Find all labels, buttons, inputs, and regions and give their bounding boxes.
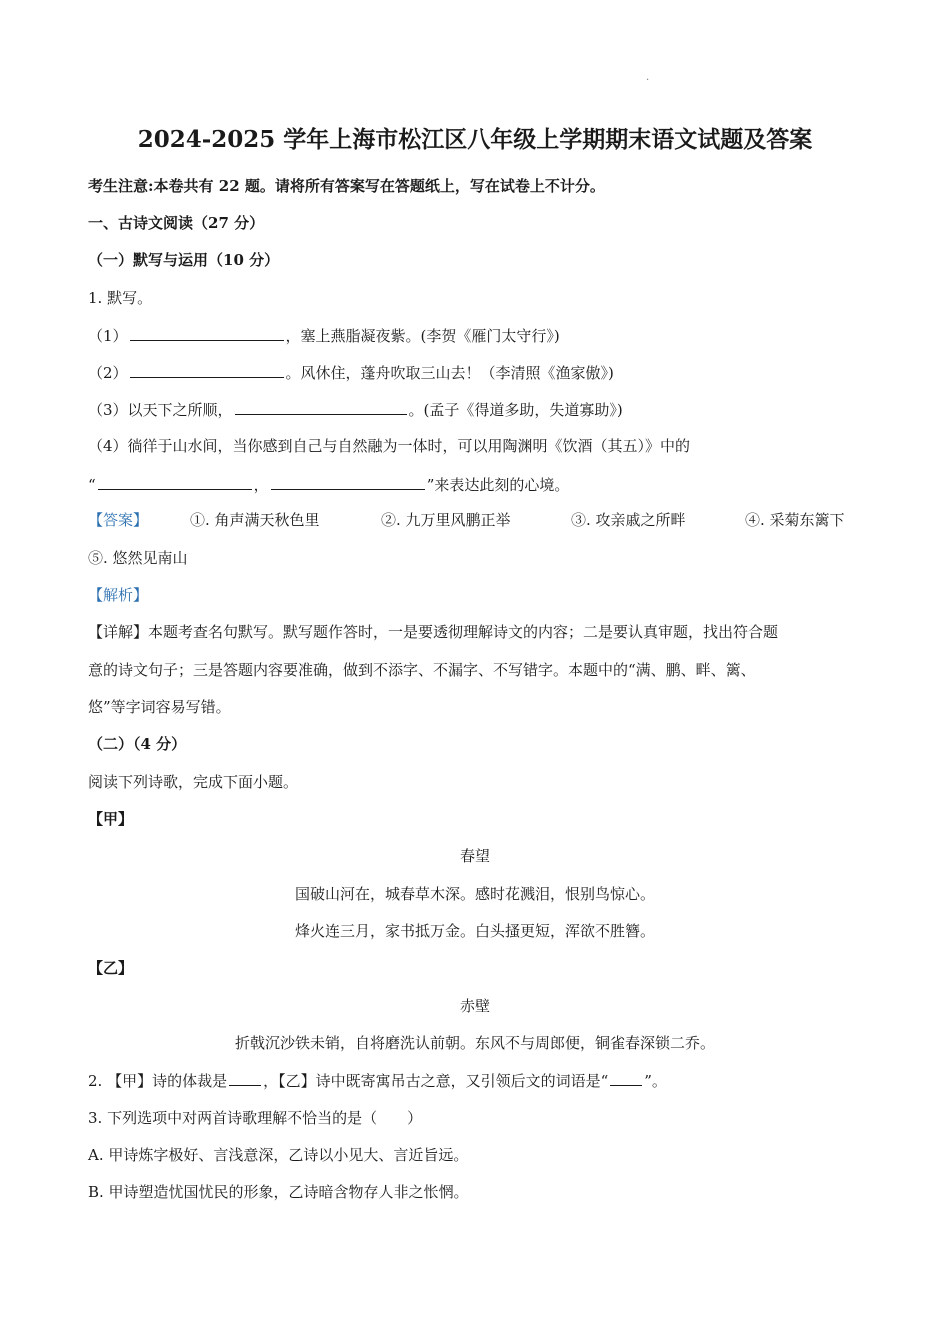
answer-blank [610, 1070, 642, 1086]
part-1-text: ，塞上燕脂凝夜紫。(李贺《雁门太守行》) [285, 327, 560, 345]
part-2-label: （2） [88, 364, 128, 382]
open-quote: “ [88, 476, 96, 494]
question-2-part-b: ，【乙】诗中既寄寓吊古之意，又引领后文的词语是“ [263, 1072, 609, 1090]
poem-a-tag: 【甲】 [88, 810, 134, 828]
subsection-heading-2: （二）（4 分） [88, 735, 187, 753]
subsection-heading-1: （一）默写与运用（10 分） [88, 251, 280, 269]
answer-item-1: ①. 角声满天秋色里 [190, 511, 320, 529]
answer-blank [98, 474, 252, 490]
answer-blank [130, 362, 284, 378]
close-quote-text: ”来表达此刻的心境。 [426, 476, 570, 494]
exam-notice: 考生注意:本卷共有 22 题。请将所有答案写在答题纸上，写在试卷上不计分。 [88, 177, 605, 195]
detail-line-3: 悠”等字词容易写错。 [88, 698, 231, 716]
answer-blank [235, 399, 407, 415]
section-heading-1: 一、古诗文阅读（27 分） [88, 214, 265, 232]
answer-blank [271, 474, 425, 490]
answer-item-4: ④. 采菊东篱下 [745, 511, 845, 529]
part-3-label: （3）以天下之所顺， [88, 401, 233, 419]
question-1-part-2 [88, 362, 614, 383]
question-1-part-4-line-2 [88, 474, 569, 495]
detail-line-2: 意的诗文句子；三是答题内容要准确，做到不添字、不漏字、不写错字。本题中的“满、鹏、畔、篱、 [88, 661, 756, 679]
detail-line-1: 【详解】本题考查名句默写。默写题作答时，一是要透彻理解诗文的内容；二是要认真审题，找出符合题 [88, 623, 779, 641]
answer-item-5: ⑤. 悠然见南山 [88, 549, 188, 567]
poem-b-line-1: 折戟沉沙铁未销，自将磨洗认前朝。东风不与周郎便，铜雀春深锁二乔。 [234, 1034, 715, 1052]
question-3-option-a: A. 甲诗炼字极好、言浅意深，乙诗以小见大、言近旨远。 [88, 1146, 469, 1164]
question-1-part-1 [88, 325, 560, 346]
question-2-part-c: ”。 [644, 1072, 667, 1090]
question-3-stem: 3. 下列选项中对两首诗歌理解不恰当的是（ ） [88, 1109, 423, 1127]
answer-item-2: ②. 九万里风鹏正举 [381, 511, 511, 529]
question-2 [88, 1070, 667, 1091]
answer-blank [229, 1070, 261, 1086]
part-1-label: （1） [88, 327, 128, 345]
answer-item-3: ③. 攻亲戚之所畔 [571, 511, 686, 529]
poem-a-title: 春望 [459, 847, 490, 865]
comma: ， [253, 476, 269, 494]
question-2-part-a: 2. 【甲】诗的体裁是 [88, 1072, 228, 1090]
answer-blank [130, 325, 284, 341]
analysis-tag: 【解析】 [88, 586, 149, 604]
question-1-stem: 1. 默写。 [88, 289, 153, 307]
header-mark: . [646, 72, 650, 83]
poem-b-tag: 【乙】 [88, 959, 134, 977]
poem-b-title: 赤壁 [459, 997, 490, 1015]
answer-tag: 【答案】 [88, 511, 149, 529]
poem-a-line-2: 烽火连三月，家书抵万金。白头搔更短，浑欲不胜簪。 [294, 922, 655, 940]
question-3-option-b: B. 甲诗塑造忧国忧民的形象，乙诗暗含物存人非之怅惘。 [88, 1183, 469, 1201]
poem-a-line-1: 国破山河在，城春草木深。感时花溅泪，恨别鸟惊心。 [294, 885, 655, 903]
question-1-part-3 [88, 399, 623, 420]
document-title: 2024-2025 学年上海市松江区八年级上学期期末语文试题及答案 [137, 126, 813, 153]
part-3-text: 。(孟子《得道多助，失道寡助》) [408, 401, 623, 419]
part-2-text: 。风休住，蓬舟吹取三山去！（李清照《渔家傲》) [285, 364, 614, 382]
question-1-part-4-line-1: （4）徜徉于山水间，当你感到自己与自然融为一体时，可以用陶渊明《饮酒（其五）》中的 [88, 437, 691, 455]
reading-instruction: 阅读下列诗歌，完成下面小题。 [88, 773, 299, 791]
